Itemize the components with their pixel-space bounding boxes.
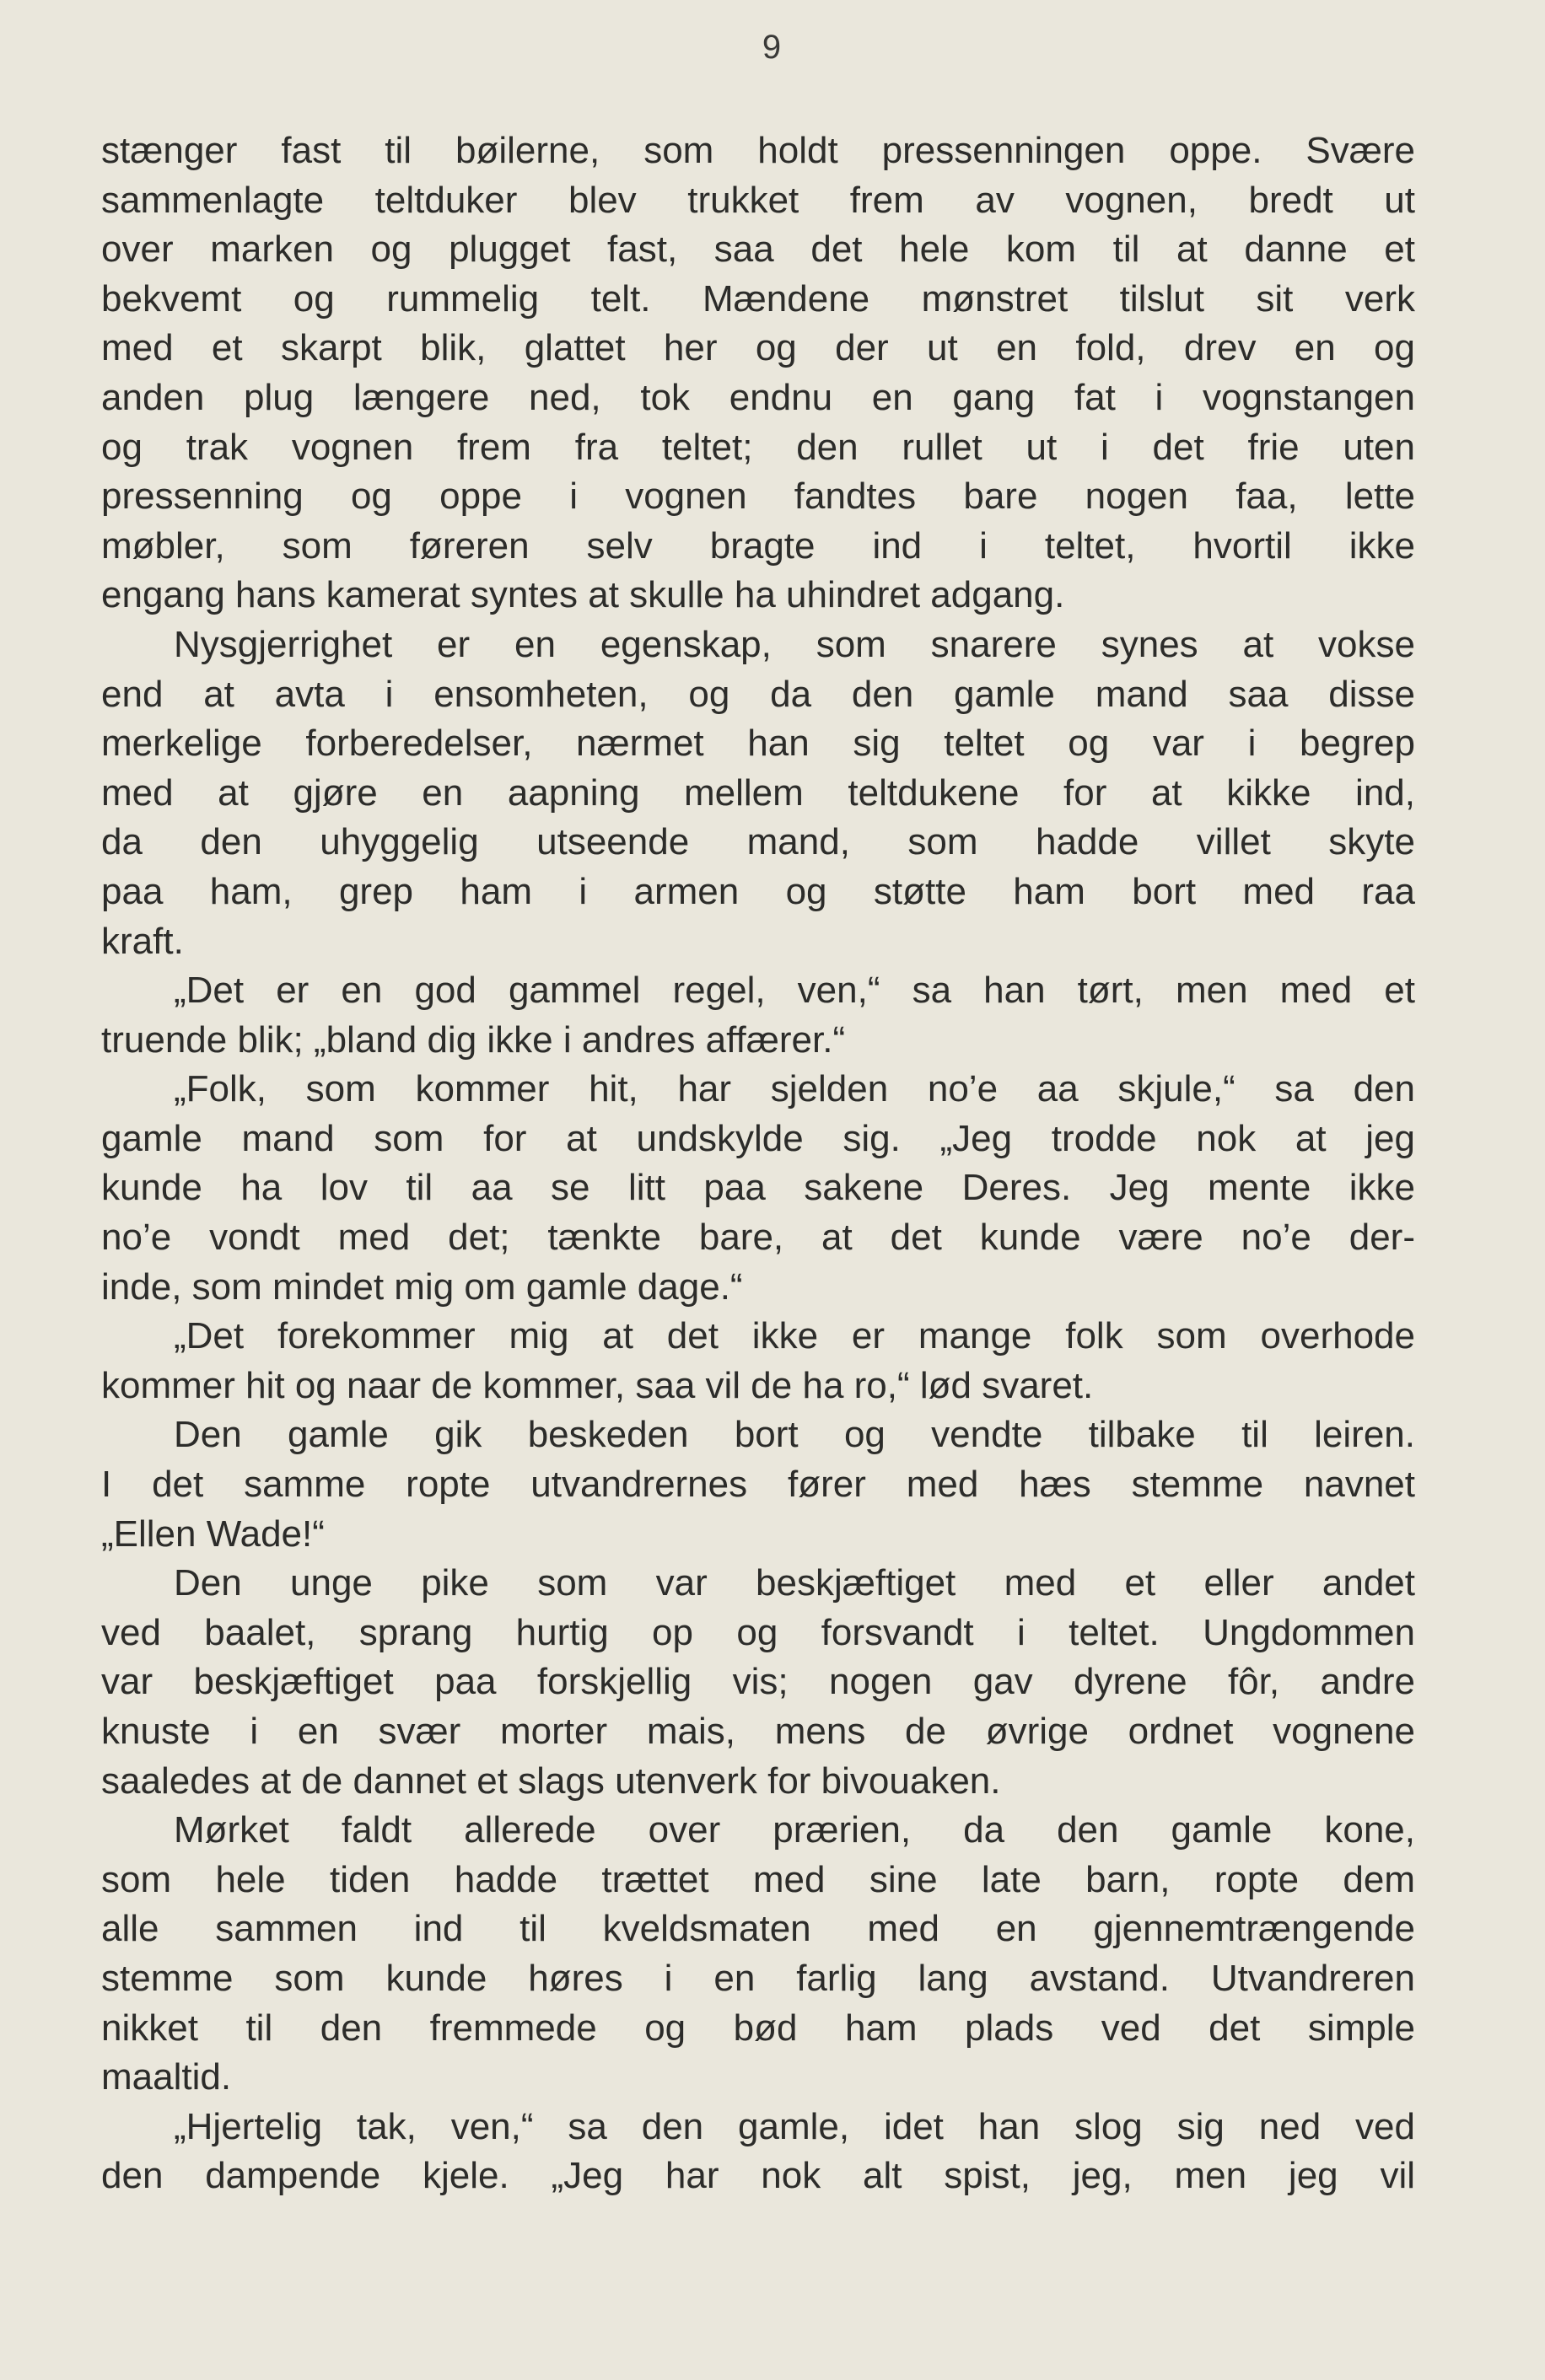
text-line: stemme som kunde høres i en farlig lang avstand. Utvandreren [101, 1957, 1415, 1999]
page-number: 9 [762, 29, 783, 66]
text-line: inde, som mindet mig om gamle dage.“ [101, 1265, 743, 1308]
text-line: stænger fast til bøilerne, som holdt pressenningen oppe. Svære [101, 130, 1415, 171]
text-line: den dampende kjele. „Jeg har nok alt spist, jeg, men jeg vil [101, 2155, 1415, 2197]
text-line: ved baalet, sprang hurtig op og forsvandt i teltet. Ungdommen [101, 1611, 1415, 1653]
text-line: med et skarpt blik, glattet her og der ut en fold, drev en og [101, 327, 1415, 369]
text-line: merkelige forberedelser, nærmet han sig teltet og var i begrep [101, 723, 1415, 765]
text-line: end at avta i ensomheten, og da den gamle mand saa disse [101, 673, 1415, 715]
text-line: bekvemt og rummelig telt. Mændene mønstret tilslut sit verk [101, 277, 1415, 320]
text-line: med at gjøre en aapning mellem teltdukene for at kikke ind, [101, 771, 1415, 814]
text-line: truende blik; „bland dig ikke i andres affærer.“ [101, 1018, 846, 1061]
text-line: Den gamle gik beskeden bort og vendte tilbake til leiren. [174, 1414, 1415, 1456]
text-line: Mørket faldt allerede over prærien, da den gamle kone, [174, 1809, 1415, 1851]
body-text [101, 126, 1415, 2201]
text-line: anden plug længere ned, tok endnu en gang fat i vognstangen [101, 376, 1415, 418]
text-line: over marken og plugget fast, saa det hele kom til at danne et [101, 228, 1415, 271]
text-line: saaledes at de dannet et slags utenverk for bivouaken. [101, 1759, 1001, 1802]
text-line: kommer hit og naar de kommer, saa vil de ha ro,“ lød svaret. [101, 1364, 1094, 1406]
text-line: engang hans kamerat syntes at skulle ha uhindret adgang. [101, 574, 1065, 616]
text-line: nikket til den fremmede og bød ham plads ved det simple [101, 2007, 1415, 2049]
text-line: knuste i en svær morter mais, mens de øvrige ordnet vognene [101, 1711, 1415, 1752]
text-line: paa ham, grep ham i armen og støtte ham bort med raa [101, 870, 1415, 912]
text-line: „Hjertelig tak, ven,“ sa den gamle, idet han slog sig ned ved [174, 2105, 1415, 2147]
text-line: no’e vondt med det; tænkte bare, at det kunde være no’e der- [101, 1217, 1415, 1259]
text-line: „Folk, som kommer hit, har sjelden no’e aa skjule,“ sa den [174, 1068, 1415, 1110]
text-line: gamle mand som for at undskylde sig. „Jeg trodde nok at jeg [101, 1117, 1415, 1159]
text-line: Den unge pike som var beskjæftiget med et eller andet [174, 1562, 1415, 1604]
text-line: som hele tiden hadde trættet med sine late barn, ropte dem [101, 1858, 1415, 1900]
text-line: var beskjæftiget paa forskjellig vis; nogen gav dyrene fôr, andre [101, 1661, 1415, 1703]
text-line: kraft. [101, 920, 184, 962]
text-line: alle sammen ind til kveldsmaten med en gjennemtrængende [101, 1908, 1415, 1950]
text-line: kunde ha lov til aa se litt paa sakene Deres. Jeg mente ikke [101, 1167, 1415, 1209]
text-line: „Det er en god gammel regel, ven,“ sa han tørt, men med et [174, 970, 1415, 1012]
text-line: maaltid. [101, 2056, 232, 2098]
text-line: pressenning og oppe i vognen fandtes bare nogen faa, lette [101, 475, 1415, 518]
text-line: møbler, som føreren selv bragte ind i teltet, hvortil ikke [101, 524, 1415, 567]
text-line: Nysgjerrighet er en egenskap, som snarere synes at vokse [174, 623, 1415, 665]
text-line: sammenlagte teltduker blev trukket frem av vognen, bredt ut [101, 179, 1415, 221]
text-line: og trak vognen frem fra teltet; den rullet ut i det frie uten [101, 426, 1415, 468]
text-line: I det samme ropte utvandrernes fører med hæs stemme navnet [101, 1464, 1415, 1506]
text-line: „Det forekommer mig at det ikke er mange folk som overhode [174, 1315, 1415, 1357]
text-line: da den uhyggelig utseende mand, som hadde villet skyte [101, 821, 1415, 863]
text-line: „Ellen Wade!“ [101, 1512, 325, 1555]
